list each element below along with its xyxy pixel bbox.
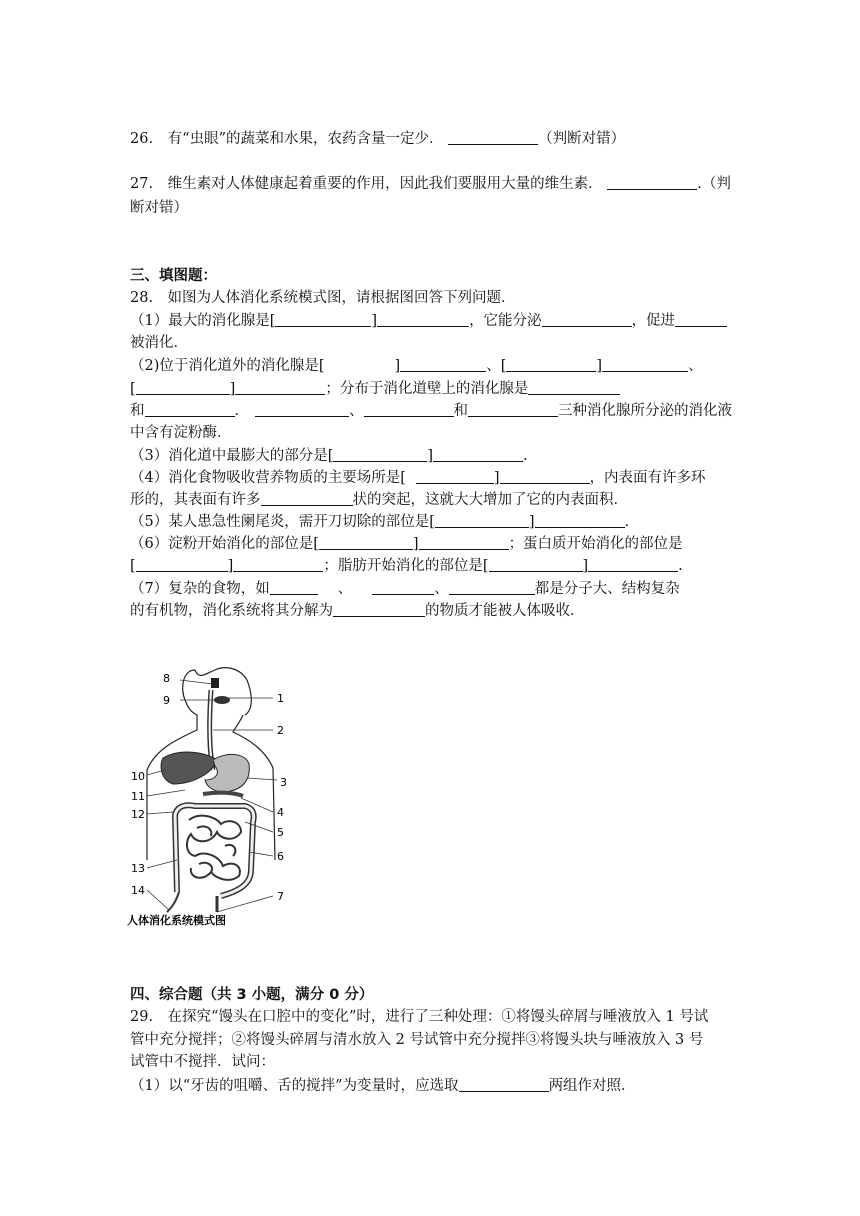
section-4-title: 四、综合题（共 3 小题，满分 0 分） [130, 987, 374, 1003]
text: ] [371, 313, 378, 329]
answer-blank[interactable] [377, 311, 469, 327]
question-28-intro: 28. 如图为人体消化系统模式图，请根据图回答下列问题． [130, 290, 516, 306]
question-27-tail-line [130, 198, 188, 218]
mouth-shape [211, 678, 219, 688]
answer-blank[interactable] [145, 401, 235, 417]
question-text: 有“虫眼”的蔬菜和水果，农药含量一定少． [167, 131, 444, 147]
text: ． [234, 403, 249, 419]
answer-blank[interactable] [675, 311, 727, 327]
text: [ [130, 558, 136, 574]
question-29-line-2: 管中充分搅拌；②将馒头碎屑与清水放入 2 号试管中充分搅拌③将馒头块与唾液放入 3 号 [130, 1032, 704, 1048]
label-1: 1 [277, 692, 284, 705]
text: （3） [130, 448, 169, 464]
q28-part-2-cont1 [130, 379, 620, 399]
question-number: 27. [130, 176, 154, 192]
label-12: 12 [131, 808, 145, 821]
label-8: 8 [163, 672, 170, 685]
q28-part-3 [130, 446, 528, 466]
text: ] [427, 448, 434, 464]
q28-part-1-cont: 被消化． [130, 335, 188, 351]
text: ] [394, 358, 401, 374]
figure-caption: 人体消化系统模式图 [127, 914, 226, 927]
label-11: 11 [131, 790, 145, 803]
answer-blank[interactable] [275, 311, 371, 327]
label-10: 10 [131, 770, 145, 783]
label-9: 9 [163, 694, 170, 707]
q28-part-2 [130, 356, 703, 376]
text: ] [412, 536, 419, 552]
text: 、 [688, 358, 703, 374]
label-13: 13 [131, 862, 145, 875]
text: 状的突起，这就大大增加了它的内表面积． [352, 492, 628, 508]
q28-part-7 [130, 579, 680, 599]
text: （7）复杂的食物，如 [130, 581, 270, 597]
answer-blank[interactable] [433, 446, 523, 462]
text: 、 [349, 403, 364, 419]
answer-blank[interactable] [270, 579, 318, 595]
digestive-system-diagram [125, 660, 295, 928]
label-5: 5 [277, 826, 284, 839]
answer-blank[interactable] [235, 379, 325, 395]
answer-blank[interactable] [607, 174, 697, 190]
answer-blank[interactable] [400, 356, 486, 372]
q28-part-1 [130, 311, 727, 331]
text: （1）最大的消化腺是[ [130, 313, 276, 329]
text: （5）某人患急性阑尾炎，需开刀切除的部位是[ [130, 514, 435, 530]
label-6: 6 [277, 850, 284, 863]
answer-blank[interactable] [416, 468, 494, 484]
answer-blank[interactable] [255, 401, 349, 417]
q28-part-7-cont [130, 601, 585, 621]
answer-blank[interactable] [435, 512, 529, 528]
answer-blank[interactable] [448, 129, 538, 145]
question-tail: （判断对错） [538, 131, 626, 147]
answer-blank[interactable] [468, 401, 558, 417]
answer-blank[interactable] [419, 534, 509, 550]
text: ] [227, 558, 234, 574]
answer-blank[interactable] [136, 556, 228, 572]
question-29-line-3: 试管中不搅拌．试问： [130, 1054, 275, 1070]
text: 和 [130, 403, 145, 419]
answer-blank[interactable] [333, 446, 427, 462]
text: . [678, 558, 683, 574]
answer-blank[interactable] [372, 579, 434, 595]
text: 和 [453, 403, 468, 419]
answer-blank[interactable] [535, 512, 625, 528]
text: （1）以“牙齿的咀嚼、舌的搅拌”为变量时，应选取 [130, 1078, 459, 1094]
text: ] [596, 358, 603, 374]
q28-part-4 [130, 468, 706, 488]
answer-blank[interactable] [459, 1076, 549, 1092]
answer-blank[interactable] [449, 579, 535, 595]
q28-part-6 [130, 534, 683, 554]
answer-blank[interactable] [261, 490, 353, 506]
answer-blank[interactable] [602, 356, 688, 372]
text: （6）淀粉开始消化的部位是[ [130, 536, 319, 552]
label-4: 4 [277, 806, 284, 819]
q28-part-4-cont [130, 490, 628, 510]
label-3: 3 [280, 776, 287, 789]
question-tail: 断对错） [130, 200, 188, 216]
q28-part-5 [130, 512, 639, 532]
answer-blank[interactable] [506, 356, 596, 372]
text: 、[ [486, 358, 507, 374]
section-3-title: 三、填图题： [130, 268, 217, 284]
digestive-system-figure [125, 660, 295, 928]
label-14: 14 [131, 884, 145, 897]
text: ． [624, 514, 640, 530]
text: ] [528, 514, 535, 530]
question-29-line-1: 29. 在探究“馒头在口腔中的变化”时，进行了三种处理：①将馒头碎屑与唾液放入 1 号试 [130, 1009, 709, 1025]
text: ，内表面有许多环 [589, 470, 706, 486]
answer-blank[interactable] [333, 601, 425, 617]
text: ，促进 [631, 313, 676, 329]
answer-blank[interactable] [489, 556, 583, 572]
text: （4）消化食物吸收营养物质的主要场所是[ [130, 470, 406, 486]
text: ，它能分泌 [469, 313, 542, 329]
text: . [523, 448, 528, 464]
answer-blank[interactable] [528, 379, 620, 395]
text: 两组作对照． [548, 1078, 636, 1094]
text: ] [493, 470, 500, 486]
label-2: 2 [277, 724, 284, 737]
answer-blank[interactable] [319, 534, 413, 550]
label-7: 7 [277, 890, 284, 903]
text: 三种消化腺所分泌的消化液 [558, 403, 732, 419]
question-26 [130, 129, 625, 149]
text: [ [130, 381, 136, 397]
answer-blank[interactable] [588, 556, 678, 572]
answer-blank[interactable] [136, 379, 230, 395]
question-27 [130, 174, 731, 194]
liver-shape [161, 752, 217, 784]
text: （2)位于消化道外的消化腺是[ [130, 358, 325, 374]
text: 、 [434, 581, 449, 597]
text: 的有机物，消化系统将其分解为 [130, 603, 333, 619]
question-tail: .（判 [697, 176, 731, 192]
text: 消化道中最膨大的部分是[ [168, 448, 334, 464]
q28-part-2-cont3: 中含有淀粉酶． [130, 425, 232, 441]
text: ] [582, 558, 589, 574]
question-number: 26. [130, 131, 154, 147]
answer-blank[interactable] [233, 556, 323, 572]
q28-part-2-cont2 [130, 401, 732, 421]
text: ；脂肪开始消化的部位是[ [323, 558, 489, 574]
text: ；分布于消化道壁上的消化腺是 [325, 381, 529, 397]
text: 都是分子大、结构复杂 [534, 581, 680, 597]
answer-blank[interactable] [542, 311, 632, 327]
text: 形的，其表面有许多 [130, 492, 261, 508]
answer-blank[interactable] [500, 468, 590, 484]
question-29-part-1 [130, 1076, 636, 1096]
text: ；蛋白质开始消化的部位是 [508, 536, 683, 552]
text: 的物质才能被人体吸收． [425, 603, 585, 619]
q28-part-6-cont [130, 556, 683, 576]
answer-blank[interactable] [364, 401, 454, 417]
text: ] [229, 381, 236, 397]
text: 、 [337, 581, 353, 597]
question-text: 维生素对人体健康起着重要的作用，因此我们要服用大量的维生素． [167, 176, 603, 192]
